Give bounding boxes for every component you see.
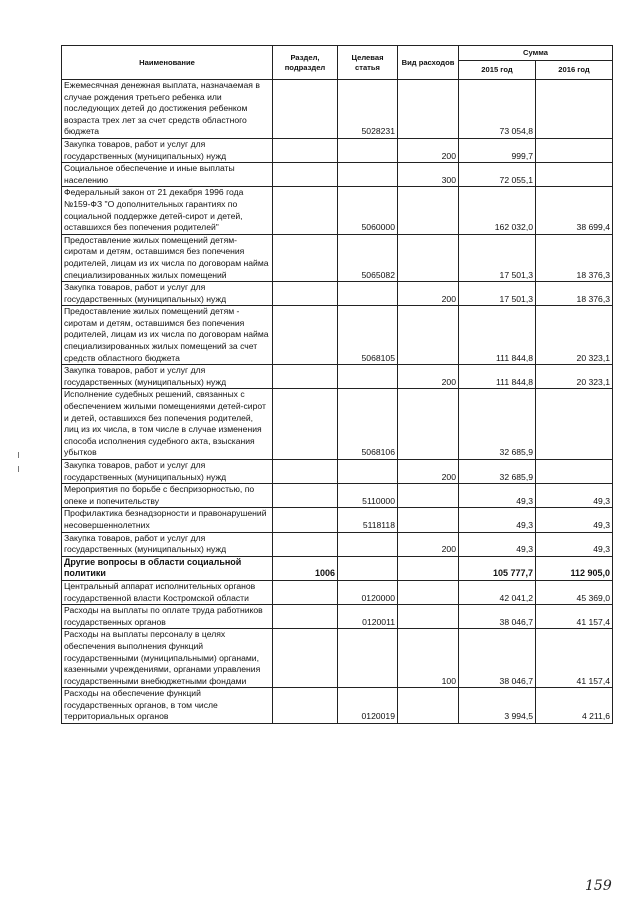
cell-target: 5060000: [338, 187, 398, 234]
cell-type: [398, 484, 459, 508]
cell-2015: 49,3: [459, 484, 536, 508]
cell-2016: 18 376,3: [536, 234, 613, 281]
cell-2016: [536, 163, 613, 187]
cell-2015: 105 777,7: [459, 556, 536, 580]
cell-target: 0120000: [338, 580, 398, 604]
table-row: [62, 389, 613, 460]
cell-2015: 42 041,2: [459, 580, 536, 604]
table-row: [62, 688, 613, 724]
cell-2015: 32 685,9: [459, 389, 536, 460]
cell-type: [398, 187, 459, 234]
table-row: [62, 532, 613, 556]
cell-target: [338, 138, 398, 162]
table-row: [62, 80, 613, 139]
cell-name: Закупка товаров, работ и услуг для государственных (муниципальных) нужд: [62, 365, 273, 389]
cell-2016: 4 211,6: [536, 688, 613, 724]
cell-name: Профилактика безнадзорности и правонарушений несовершеннолетних: [62, 508, 273, 532]
header-section: Раздел, подраздел: [273, 46, 338, 80]
cell-section: [273, 234, 338, 281]
cell-target: [338, 282, 398, 306]
cell-section: [273, 138, 338, 162]
cell-section: [273, 80, 338, 139]
table-row: [62, 508, 613, 532]
cell-2015: 49,3: [459, 532, 536, 556]
cell-section: 1006: [273, 556, 338, 580]
cell-name: Расходы на выплаты персоналу в целях обеспечения выполнения функций государственными (муниципальными) органами, казенными учреждениями, органами управления государственными внебюджетными фондами: [62, 629, 273, 688]
cell-type: [398, 508, 459, 532]
cell-name: Ежемесячная денежная выплата, назначаемая в случае рождения третьего ребенка или последующих детей до достижения ребенком возраста трех лет за счет средств областного бюджета: [62, 80, 273, 139]
cell-target: 0120011: [338, 605, 398, 629]
cell-2016: 20 323,1: [536, 365, 613, 389]
cell-type: [398, 605, 459, 629]
header-year-2015: 2015 год: [459, 61, 536, 80]
margin-mark: [18, 452, 19, 458]
cell-2016: 112 905,0: [536, 556, 613, 580]
cell-name: Расходы на обеспечение функций государственных органов, в том числе территориальных органов: [62, 688, 273, 724]
cell-type: 100: [398, 629, 459, 688]
cell-name: Закупка товаров, работ и услуг для государственных (муниципальных) нужд: [62, 282, 273, 306]
cell-2015: 38 046,7: [459, 605, 536, 629]
cell-target: 5068105: [338, 306, 398, 365]
cell-2016: 49,3: [536, 484, 613, 508]
table-row: [62, 365, 613, 389]
cell-type: 200: [398, 138, 459, 162]
cell-2015: 38 046,7: [459, 629, 536, 688]
cell-type: 200: [398, 532, 459, 556]
cell-section: [273, 532, 338, 556]
margin-mark: [18, 466, 19, 472]
table-row: [62, 138, 613, 162]
cell-target: [338, 163, 398, 187]
cell-section: [273, 484, 338, 508]
table-row: [62, 306, 613, 365]
table-row: [62, 580, 613, 604]
cell-name: Федеральный закон от 21 декабря 1996 года №159-ФЗ "О дополнительных гарантиях по социальной поддержке детей-сирот и детей, оставшихся без попечения родителей": [62, 187, 273, 234]
cell-2015: 999,7: [459, 138, 536, 162]
header-sum: Сумма: [459, 46, 613, 61]
cell-2016: [536, 460, 613, 484]
cell-name: Исполнение судебных решений, связанных с обеспечением жилыми помещениями детей-сирот и детей, оставшихся без попечения родителей, лиц из их числа, в том числе в случае изменения способа исполнения судебного акта, взыскания убытков: [62, 389, 273, 460]
cell-2015: 111 844,8: [459, 306, 536, 365]
header-type: Вид расходов: [398, 46, 459, 80]
table-row: [62, 629, 613, 688]
cell-section: [273, 306, 338, 365]
cell-2016: 41 157,4: [536, 605, 613, 629]
cell-name: Закупка товаров, работ и услуг для государственных (муниципальных) нужд: [62, 532, 273, 556]
header-name: Наименование: [62, 46, 273, 80]
cell-type: [398, 80, 459, 139]
table-row: [62, 187, 613, 234]
cell-name: Предоставление жилых помещений детям-сиротам и детям, оставшимся без попечения родителей, лицам из их числа по договорам найма специализированных жилых помещений: [62, 234, 273, 281]
page-number: 159: [585, 878, 612, 894]
cell-type: [398, 306, 459, 365]
cell-2016: 18 376,3: [536, 282, 613, 306]
cell-name: Расходы на выплаты по оплате труда работников государственных органов: [62, 605, 273, 629]
cell-name: Центральный аппарат исполнительных органов государственной власти Костромской области: [62, 580, 273, 604]
cell-2015: 32 685,9: [459, 460, 536, 484]
cell-name: Предоставление жилых помещений детям - сиротам и детям, оставшимся без попечения родителей, лицам из их числа по договорам найма специализированных жилых помещений за счет средств областного бюджета: [62, 306, 273, 365]
cell-section: [273, 629, 338, 688]
cell-section: [273, 508, 338, 532]
cell-2015: 17 501,3: [459, 282, 536, 306]
table-row: [62, 282, 613, 306]
header-target: Целевая статья: [338, 46, 398, 80]
cell-target: 5028231: [338, 80, 398, 139]
cell-2016: 45 369,0: [536, 580, 613, 604]
cell-target: [338, 365, 398, 389]
cell-type: [398, 580, 459, 604]
cell-target: 0120019: [338, 688, 398, 724]
table-row: [62, 163, 613, 187]
cell-target: [338, 460, 398, 484]
cell-name: Закупка товаров, работ и услуг для государственных (муниципальных) нужд: [62, 138, 273, 162]
cell-2016: [536, 138, 613, 162]
cell-section: [273, 187, 338, 234]
table-row: [62, 556, 613, 580]
cell-target: 5065082: [338, 234, 398, 281]
cell-section: [273, 460, 338, 484]
table-row: [62, 484, 613, 508]
cell-type: [398, 556, 459, 580]
cell-type: 200: [398, 282, 459, 306]
cell-type: [398, 688, 459, 724]
cell-target: 5110000: [338, 484, 398, 508]
cell-2016: 20 323,1: [536, 306, 613, 365]
cell-2015: 73 054,8: [459, 80, 536, 139]
cell-type: 300: [398, 163, 459, 187]
header-year-2016: 2016 год: [536, 61, 613, 80]
cell-2015: 162 032,0: [459, 187, 536, 234]
cell-target: [338, 532, 398, 556]
cell-2016: 41 157,4: [536, 629, 613, 688]
cell-section: [273, 580, 338, 604]
cell-2015: 49,3: [459, 508, 536, 532]
table-row: [62, 460, 613, 484]
cell-2016: 38 699,4: [536, 187, 613, 234]
cell-section: [273, 389, 338, 460]
table-row: [62, 234, 613, 281]
cell-2015: 72 055,1: [459, 163, 536, 187]
cell-target: 5118118: [338, 508, 398, 532]
table-row: [62, 605, 613, 629]
table-header-row: [62, 46, 613, 61]
cell-section: [273, 282, 338, 306]
cell-name: Мероприятия по борьбе с беспризорностью, по опеке и попечительству: [62, 484, 273, 508]
cell-section: [273, 163, 338, 187]
cell-2016: [536, 389, 613, 460]
cell-2015: 3 994,5: [459, 688, 536, 724]
cell-target: 5068106: [338, 389, 398, 460]
cell-2016: [536, 80, 613, 139]
cell-section: [273, 605, 338, 629]
cell-2015: 17 501,3: [459, 234, 536, 281]
cell-type: [398, 389, 459, 460]
cell-target: [338, 629, 398, 688]
cell-2015: 111 844,8: [459, 365, 536, 389]
cell-name: Социальное обеспечение и иные выплаты населению: [62, 163, 273, 187]
table-body: [62, 80, 613, 724]
cell-2016: 49,3: [536, 508, 613, 532]
cell-section: [273, 688, 338, 724]
cell-type: 200: [398, 460, 459, 484]
cell-type: 200: [398, 365, 459, 389]
cell-name: Другие вопросы в области социальной политики: [62, 556, 273, 580]
cell-2016: 49,3: [536, 532, 613, 556]
cell-target: [338, 556, 398, 580]
cell-section: [273, 365, 338, 389]
cell-type: [398, 234, 459, 281]
cell-name: Закупка товаров, работ и услуг для государственных (муниципальных) нужд: [62, 460, 273, 484]
budget-table: [61, 45, 613, 724]
